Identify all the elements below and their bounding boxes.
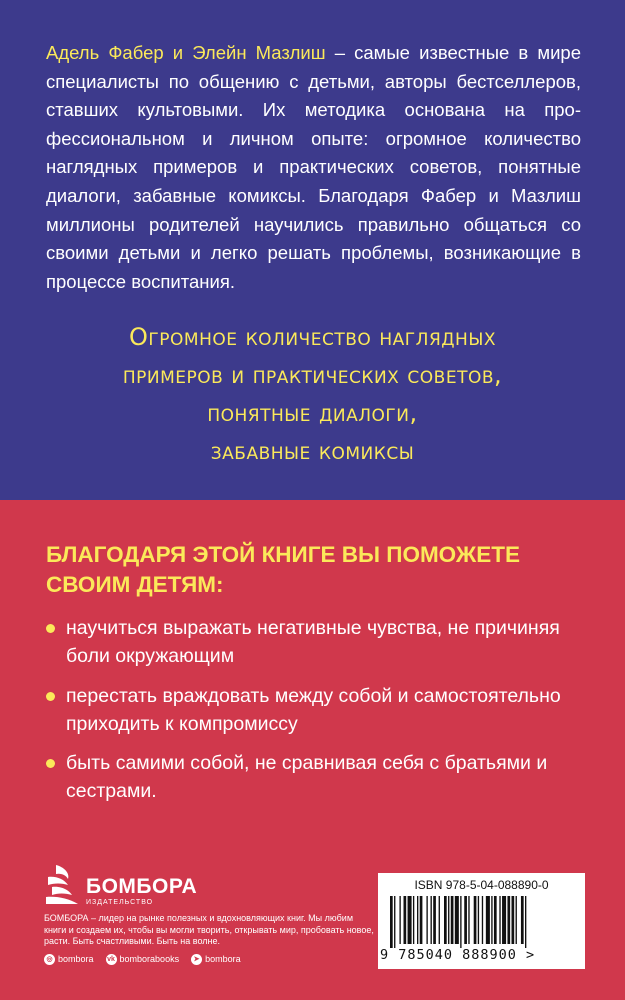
barcode-bar <box>502 896 506 944</box>
vk-icon: vk <box>107 955 115 963</box>
tagline-line: примеров и практических советов, <box>122 361 503 389</box>
bullet-icon <box>46 759 55 768</box>
isbn-text: ISBN 978-5-04-088890-0 <box>414 878 549 892</box>
barcode-bar <box>482 896 483 944</box>
barcode-bar <box>507 896 510 944</box>
publisher-name: БОМБОРА <box>86 875 198 898</box>
telegram-icon: ➤ <box>191 954 202 965</box>
barcode-box <box>378 873 585 969</box>
barcode-bar <box>474 896 477 944</box>
barcode-bar <box>433 896 436 944</box>
barcode-bar <box>486 896 490 944</box>
barcode-number: 9 785040 888900 > <box>380 947 536 963</box>
barcode-bar <box>394 896 395 948</box>
tagline-line: забавные комиксы <box>210 437 415 465</box>
barcode-bar <box>491 896 492 944</box>
barcode-bar <box>499 896 500 944</box>
bullet-icon <box>46 692 55 701</box>
barcode-bar <box>420 896 423 944</box>
list-item-text: быть самими собой, не сравнивая себя с братьями и сестрами. <box>66 752 548 802</box>
publisher-block <box>44 863 374 965</box>
list-item <box>46 682 586 738</box>
barcode-bar <box>455 896 459 944</box>
barcode-bar <box>478 896 479 944</box>
barcode-bar <box>426 896 427 944</box>
barcode-bar <box>399 896 400 944</box>
tagline <box>30 318 595 470</box>
benefits-list <box>46 614 586 817</box>
barcode-bar <box>516 896 517 944</box>
intro-text: – самые известные в мире специалисты по общению с детьми, авторы бестселлеров, ставших культовыми. Их методика основана на профессиональном и личном опыте: огромное количество наглядных примеров и практических советов, понятные диалоги, забавные комиксы. Благодаря Фабер и Мазлиш миллионы родителей научились правильно общаться со своими детьми и легко решать проблемы, возникающие в процессе воспитания. <box>46 42 582 292</box>
list-item-text: перестать враждовать между собой и самостоятельно приходить к компромиссу <box>66 684 561 735</box>
intro-paragraph <box>46 39 581 296</box>
list-item-text: научиться выражать негативные чувства, не причиняя боли окружающим <box>66 617 560 667</box>
barcode-bar <box>390 896 393 948</box>
barcode-bar <box>417 896 418 944</box>
publisher-logo <box>44 863 364 907</box>
social-links <box>44 954 364 965</box>
social-handle-vk[interactable]: bomborabooks <box>119 954 180 965</box>
barcode-bar <box>494 896 497 944</box>
barcode-bar <box>464 896 467 944</box>
barcode-bar <box>521 896 524 944</box>
benefits-heading: БЛАГОДАРЯ ЭТОЙ КНИГЕ ВЫ ПОМОЖЕТЕ СВОИМ ДЕТЯМ: <box>46 542 520 597</box>
bullet-icon <box>46 624 55 633</box>
instagram-icon: ◎ <box>44 954 55 965</box>
barcode-bar <box>512 896 515 944</box>
barcode-bar <box>413 896 414 944</box>
authors-name: Адель Фабер и Элейн Мазлиш <box>46 42 326 63</box>
barcode-icon <box>386 896 577 948</box>
barcode-bar <box>460 896 461 948</box>
list-item <box>46 614 586 670</box>
social-handle-instagram[interactable]: bombora <box>58 954 94 965</box>
barcode-bar <box>468 896 469 944</box>
barcode-bar <box>431 896 432 944</box>
barcode-bar <box>444 896 447 944</box>
tagline-line: понятные диалоги, <box>207 399 418 427</box>
barcode-bar <box>451 896 454 944</box>
barcode-bar <box>404 896 407 944</box>
publisher-description: БОМБОРА – лидер на рынке полезных и вдохновляющих книг. Мы любим книги и создаем их, чтобы вы могли творить, открывать мир, пробовать новое, расти. Быть счастливыми. Быть на волне. <box>44 913 374 947</box>
barcode-bar <box>448 896 449 944</box>
bombora-logo-icon <box>44 863 82 907</box>
list-item <box>46 749 586 805</box>
tagline-line: Огромное количество наглядных <box>129 323 496 351</box>
barcode-bar <box>525 896 526 948</box>
barcode-bar <box>408 896 412 944</box>
barcode-bar <box>439 896 440 944</box>
publisher-sub: ИЗДАТЕЛЬСТВО <box>86 899 154 906</box>
social-handle-telegram[interactable]: bombora <box>205 954 241 965</box>
